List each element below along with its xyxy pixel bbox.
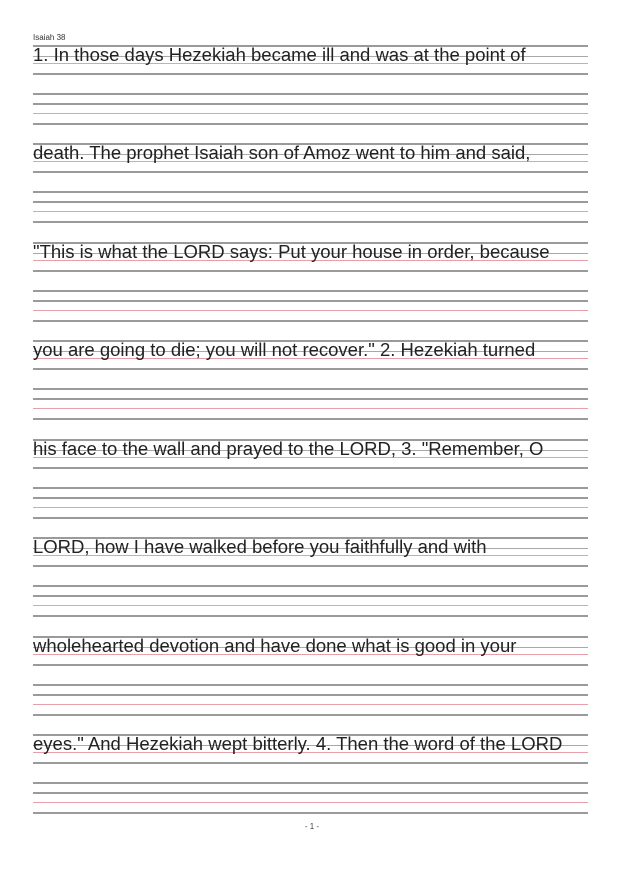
ruling-line	[33, 812, 588, 814]
baseline-guide	[33, 802, 588, 803]
baseline-guide	[33, 113, 588, 114]
baseline-guide	[33, 507, 588, 508]
ruling-line	[33, 714, 588, 716]
ruling-line	[33, 93, 588, 95]
practice-block	[33, 537, 588, 617]
ruling-line	[33, 497, 588, 499]
practice-block	[33, 439, 588, 519]
ruling-line	[33, 517, 588, 519]
verse-line: LORD, how I have walked before you faithfully and with	[33, 536, 487, 557]
ruling-line	[33, 270, 588, 272]
ruling-line	[33, 762, 588, 764]
baseline-guide	[33, 408, 588, 409]
ruling-line	[33, 103, 588, 105]
ruling-line	[33, 418, 588, 420]
page-header: Isaiah 38	[33, 33, 66, 42]
practice-block	[33, 242, 588, 322]
ruling-line	[33, 320, 588, 322]
verse-line: 1. In those days Hezekiah became ill and was at the point of	[33, 44, 526, 65]
baseline-guide	[33, 605, 588, 606]
ruling-line	[33, 388, 588, 390]
ruling-line	[33, 585, 588, 587]
ruling-line	[33, 684, 588, 686]
ruling-line	[33, 201, 588, 203]
verse-line: "This is what the LORD says: Put your house in order, because	[33, 241, 550, 262]
ruling-line	[33, 368, 588, 370]
verse-line: his face to the wall and prayed to the LORD, 3. "Remember, O	[33, 438, 544, 459]
practice-block	[33, 45, 588, 125]
ruling-line	[33, 615, 588, 617]
practice-block	[33, 143, 588, 223]
ruling-line	[33, 171, 588, 173]
ruling-line	[33, 782, 588, 784]
baseline-guide	[33, 211, 588, 212]
practice-block	[33, 340, 588, 420]
verse-line: death. The prophet Isaiah son of Amoz went to him and said,	[33, 142, 531, 163]
ruling-line	[33, 221, 588, 223]
practice-block	[33, 636, 588, 716]
ruling-line	[33, 467, 588, 469]
ruling-line	[33, 123, 588, 125]
ruling-line	[33, 398, 588, 400]
ruling-line	[33, 792, 588, 794]
baseline-guide	[33, 310, 588, 311]
verse-line: wholehearted devotion and have done what is good in your	[33, 635, 517, 656]
verse-line: you are going to die; you will not recover." 2. Hezekiah turned	[33, 339, 536, 360]
ruling-line	[33, 595, 588, 597]
ruling-line	[33, 300, 588, 302]
ruling-line	[33, 565, 588, 567]
ruling-line	[33, 694, 588, 696]
baseline-guide	[33, 704, 588, 705]
page-number: - 1 -	[304, 822, 320, 831]
verse-line: eyes." And Hezekiah wept bitterly. 4. Then the word of the LORD	[33, 733, 563, 754]
practice-block	[33, 734, 588, 814]
ruling-line	[33, 73, 588, 75]
ruling-line	[33, 290, 588, 292]
ruling-line	[33, 664, 588, 666]
ruling-line	[33, 487, 588, 489]
ruling-line	[33, 191, 588, 193]
